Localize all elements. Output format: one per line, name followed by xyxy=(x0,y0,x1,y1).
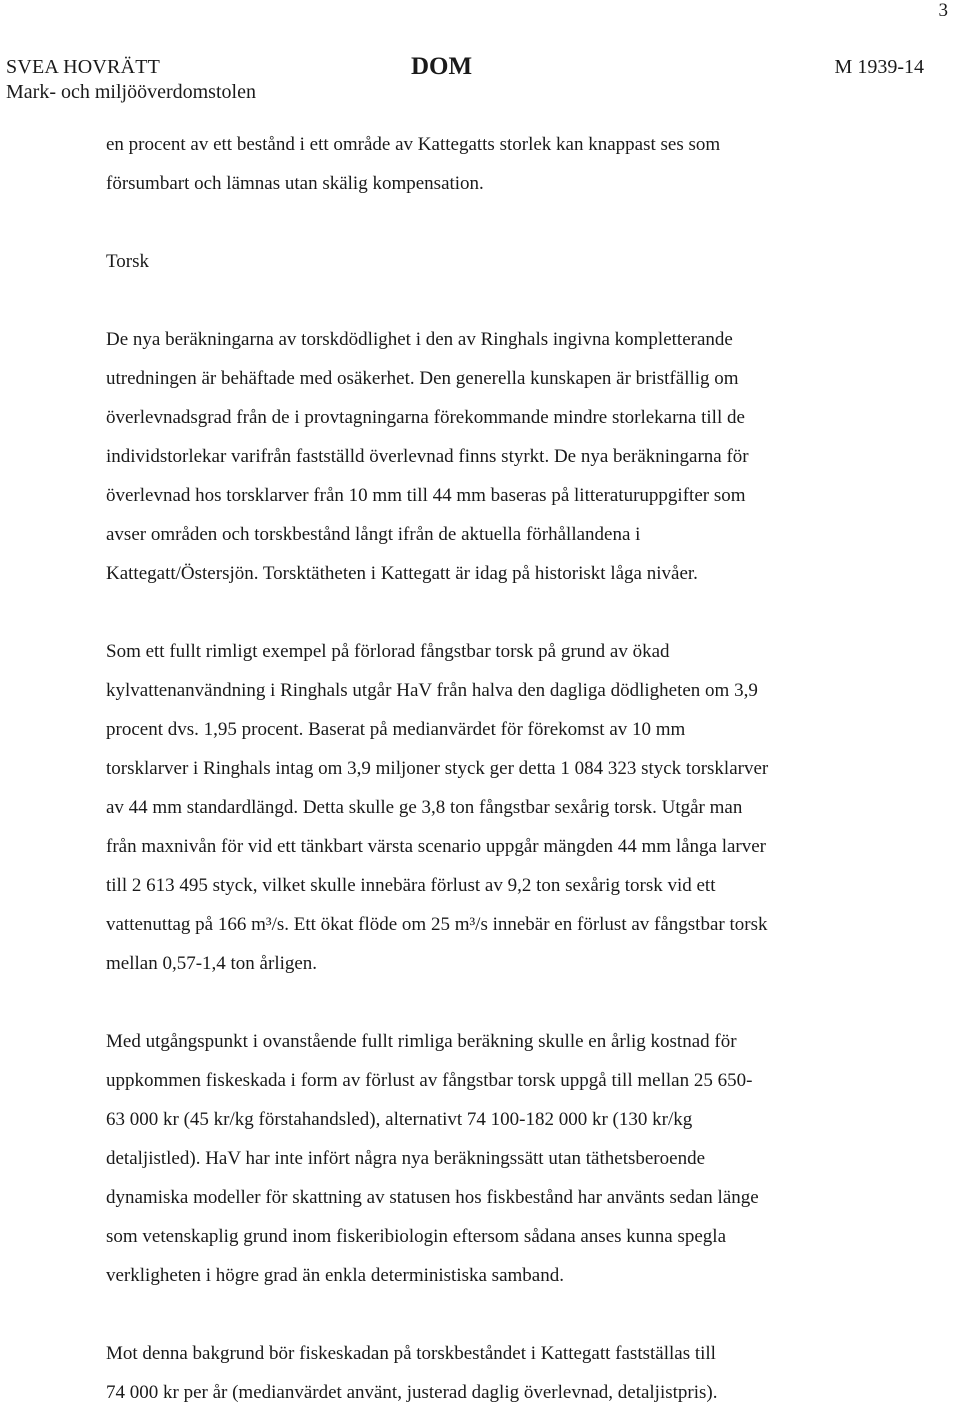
document-type: DOM xyxy=(411,53,473,80)
court-division: Mark- och miljööverdomstolen xyxy=(6,81,256,103)
document-body xyxy=(106,125,906,1412)
page-number: 3 xyxy=(938,0,948,21)
paragraph-example-loss: Som ett fullt rimligt exempel på förlorad fångstbar torsk på grund av ökad kylvattenanvändning i Ringhals utgår HaV från halva den dagliga dödligheten om 3,9 procent dvs. 1,95 procent. Baserat på medianvärdet för förekomst av 10 mm torsklarver i Ringhals intag om 3,9 miljoner styck ger detta 1 084 323 styck torsklarver av 44 mm standardlängd. Detta skulle ge 3,8 ton fångstbar sexårig torsk. Utgår man från maxnivån för vid ett tänkbart värsta scenario uppgår mängden 44 mm långa larver till 2 613 495 styck, vilket skulle innebära förlust av 9,2 ton sexårig torsk vid ett vattenuttag på 166 m³/s. Ett ökat flöde om 25 m³/s innebär en förlust av fångstbar torsk mellan 0,57-1,4 ton årligen. xyxy=(106,641,769,974)
paragraph-continuation: en procent av ett bestånd i ett område av Kattegatts storlek kan knappast ses som försumbart och lämnas utan skälig kompensation. xyxy=(106,134,721,194)
paragraph-torsk-calculations: De nya beräkningarna av torskdödlighet i den av Ringhals ingivna kompletterande utredningen är behäftade med osäkerhet. Den generella kunskapen är bristfällig om överlevnadsgrad från de i provtagningarna förekommande mindre storlekarna till de individstorlekar varifrån fastställd överlevnad finns styrkt. De nya beräkningarna för överlevnad hos torsklarver från 10 mm till 44 mm baseras på litteraturuppgifter som avser områden och torskbestånd långt ifrån de aktuella förhållandena i Kattegatt/Östersjön. Torsktätheten i Kattegatt är idag på historiskt låga nivåer. xyxy=(106,329,749,584)
section-heading-torsk: Torsk xyxy=(106,251,150,272)
court-name: SVEA HOVRÄTT xyxy=(6,56,161,78)
case-number: M 1939-14 xyxy=(834,56,924,78)
paragraph-conclusion: Mot denna bakgrund bör fiskeskadan på torskbeståndet i Kattegatt fastställas till 74 000 kr per år (medianvärdet använt, justerad daglig överlevnad, detaljistpris). xyxy=(106,1343,718,1403)
document-header xyxy=(0,55,960,105)
paragraph-annual-cost: Med utgångspunkt i ovanstående fullt rimliga beräkning skulle en årlig kostnad för uppkommen fiskeskada i form av förlust av fångstbar torsk uppgå till mellan 25 650- 63 000 kr (45 kr/kg förstahandsled), alternativt 74 100-182 000 kr (130 kr/kg detaljistled). HaV har inte infört några nya beräkningssätt utan täthetsberoende dynamiska modeller för skattning av statusen hos fiskbestånd har använts sedan länge som vetenskaplig grund inom fiskeribiologin eftersom sådana anses kunna spegla verkligheten i högre grad än enkla deterministiska samband. xyxy=(106,1031,759,1286)
